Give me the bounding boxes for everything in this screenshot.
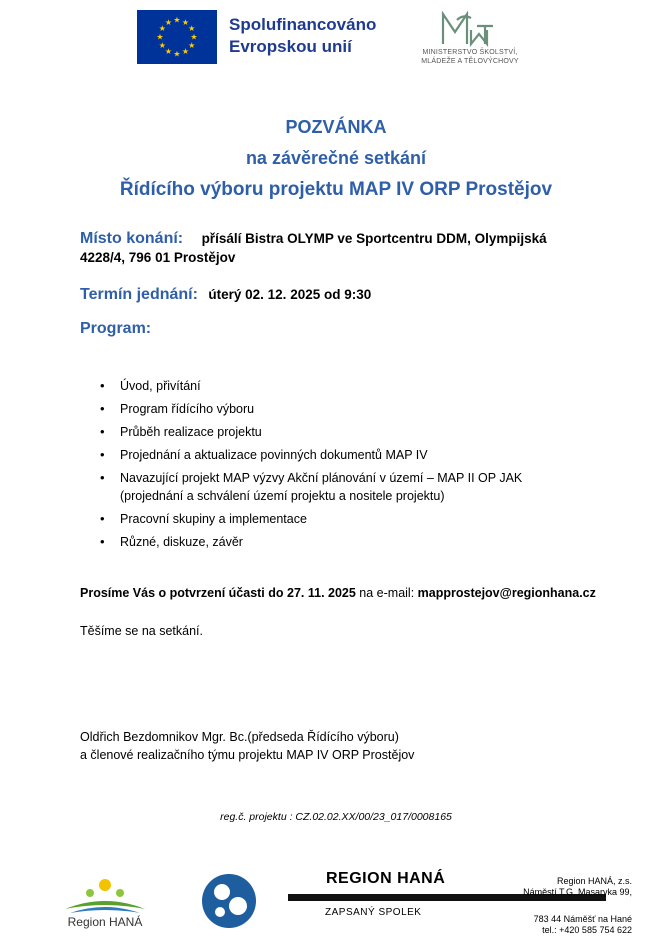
eu-star-icon: ★ [173,49,181,59]
program-item [100,510,522,528]
program-item-subtext: (projednání a schválení území projektu a nositele projektu) [120,489,445,503]
date-row [80,286,371,304]
program-item [100,377,522,395]
eu-star-icon: ★ [181,17,190,27]
footer-address [523,876,632,936]
eu-star-icon: ★ [188,41,196,50]
address-line2: Náměstí T.G. Masaryka 99, [523,887,632,897]
rsvp-email-link[interactable]: mapprostejov@regionhana.cz [417,586,596,600]
msmt-caption [405,48,535,66]
rsvp-deadline: Prosíme Vás o potvrzení účasti do 27. 11. 2025 [80,586,356,600]
region-hana-emblem-icon [60,875,150,915]
eu-star-icon: ★ [164,17,173,27]
eu-star-icon: ★ [188,24,196,33]
msmt-monogram-icon [405,8,535,48]
address-phone: tel.: +420 585 754 622 [542,925,632,935]
title-line3: Řídícího výboru projektu MAP IV ORP Prostějov [119,179,553,200]
venue-row [80,230,547,248]
signature-line1: Oldřich Bezdomnikov Mgr. Bc.(předseda Řídícího výboru) [80,730,399,744]
program-item [100,423,522,441]
venue-label: Místo konání: [80,230,184,247]
title-line1: POZVÁNKA [285,117,387,137]
region-hana-banner [313,870,513,918]
msmt-caption-line2: MLÁDEŽE A TĚLOVÝCHOVY [421,58,519,65]
eu-star-icon: ★ [156,32,164,42]
venue-value-line2: 4228/4, 796 01 Prostějov [80,250,236,265]
rsvp-middle: na e-mail: [355,586,418,600]
program-item-text: Navazující projekt MAP výzvy Akční plánování v území – MAP II OP JAK [120,471,523,485]
rsvp-line [80,586,596,600]
program-item-text: Průběh realizace projektu [120,425,262,439]
region-circle-emblem [200,872,258,930]
msmt-logo [405,8,535,68]
eu-stars-icon [137,10,217,64]
region-circle-emblem-icon [200,872,258,930]
program-item-text: Pracovní skupiny a implementace [120,512,307,526]
eu-star-icon: ★ [190,32,198,42]
banner-subtitle: ZAPSANÝ SPOLEK [325,907,422,918]
address-line3: 783 44 Náměšť na Hané [533,914,632,924]
eu-logo-line1: Spolufinancováno [229,15,377,34]
eu-logo-line2: Evropskou unií [229,37,352,56]
program-item [100,446,522,464]
eu-star-icon: ★ [164,47,173,57]
signature-line2: a členové realizačního týmu projektu MAP IV ORP Prostějov [80,748,415,762]
eu-star-icon: ★ [158,24,166,33]
program-item-text: Různé, diskuze, závěr [120,535,243,549]
eu-star-icon: ★ [181,47,190,57]
program-item [100,533,522,551]
program-item-text: Úvod, přivítání [120,379,201,393]
closing-text: Těšíme se na setkání. [80,624,203,638]
program-item [100,469,522,505]
program-label: Program: [80,320,152,337]
date-value: úterý 02. 12. 2025 od 9:30 [208,287,372,302]
region-hana-logo [60,875,150,935]
venue-value-line1: přísálí Bistra OLYMP ve Sportcentru DDM, Olympijská [201,231,547,246]
address-line1: Region HANÁ, z.s. [556,876,632,886]
program-list [100,377,522,556]
eu-cofunding-logo [137,10,387,66]
msmt-caption-line1: MINISTERSTVO ŠKOLSTVÍ, [422,49,518,56]
title-line2: na závěrečné setkání [245,148,427,168]
eu-logo-text [229,14,376,58]
eu-flag-icon [137,10,217,64]
date-label: Termín jednání: [80,286,198,303]
banner-title: REGION HANÁ [326,870,446,887]
program-item-text: Projednání a aktualizace povinných dokumentů MAP IV [120,448,428,462]
registration-number: reg.č. projektu : CZ.02.02.XX/00/23_017/0008165 [220,811,452,823]
region-hana-logo-text: Region HANÁ [67,915,143,929]
eu-star-icon: ★ [158,41,166,50]
eu-star-icon: ★ [173,15,181,25]
program-item-text: Program řídícího výboru [120,402,255,416]
program-item [100,400,522,418]
